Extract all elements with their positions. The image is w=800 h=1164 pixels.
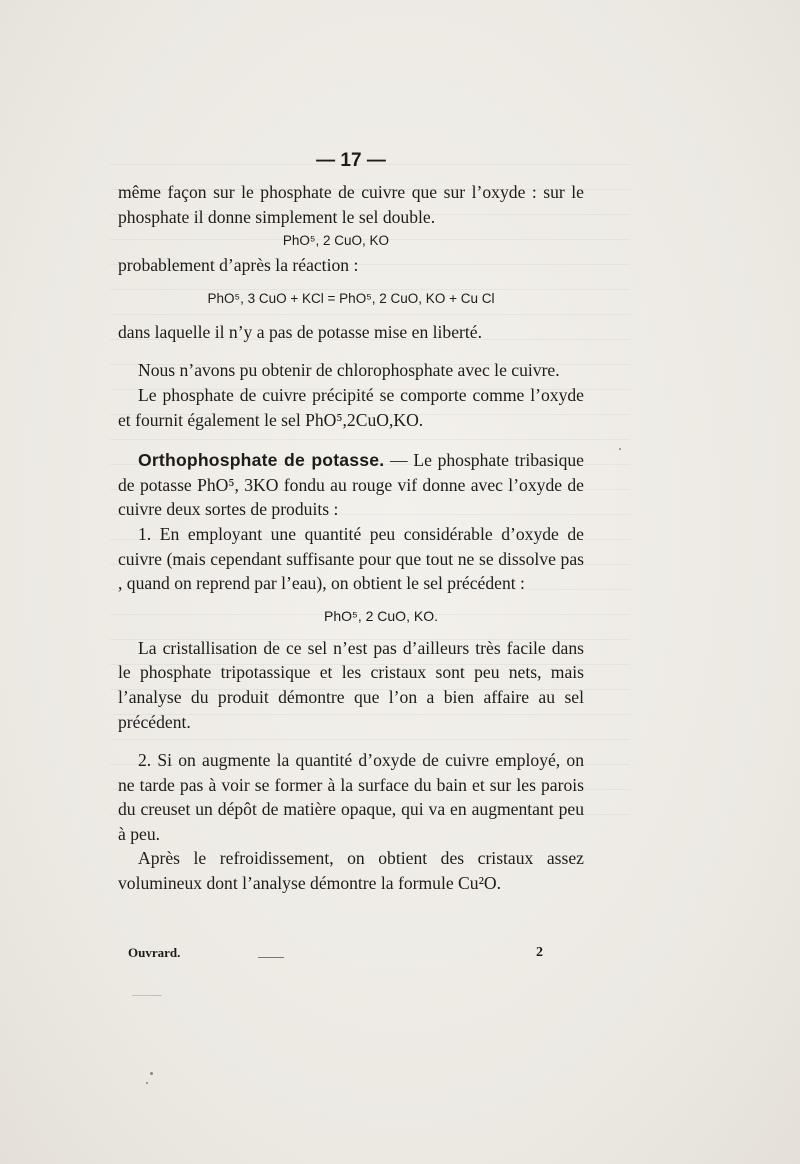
text-block: [118, 146, 584, 896]
paragraph-3: dans laquelle il n’y a pas de potasse mise en liberté.: [118, 321, 482, 342]
paragraph-orthophosphate: [118, 448, 584, 522]
formula-reaction: PhO⁵, 3 CuO + KCl = PhO⁵, 2 CuO, KO + Cu Cl: [207, 290, 495, 306]
formula-salt: PhO⁵, 2 CuO, KO.: [324, 607, 438, 624]
paragraph-2: probablement d’après la réaction :: [118, 255, 359, 276]
spacer: [118, 344, 584, 358]
paragraph-4: Nous n’avons pu obtenir de chlorophosphate avec le cuivre.: [138, 360, 560, 381]
spacer: [118, 734, 584, 748]
paragraph-1: même façon sur le phosphate de cuivre que sur l’oxyde : sur le phosphate il donne simplement le sel double.: [118, 182, 584, 227]
speck: [150, 1072, 153, 1075]
speck: [146, 1082, 148, 1084]
paragraph-10: Après le refroidissement, on obtient des cristaux assez volumineux dont l’analyse démontre la formule Cu²O.: [118, 848, 584, 894]
paragraph-6-text: — Le phosphate tribasique de potasse PhO⁵, 3KO fondu au rouge vif donne avec l’oxyde de cuivre deux sortes de produits :: [118, 450, 584, 520]
page-footer: [128, 945, 543, 965]
speck: [132, 995, 162, 996]
section-heading: Orthophosphate de potasse.: [138, 450, 385, 471]
sheet-number: 2: [536, 945, 543, 960]
paragraph-8: La cristallisation de ce sel n’est pas d’ailleurs très facile dans le phosphate tripotassique et les cristaux sont peu nets, mais l’analyse du produit démontre que l’on a bien affaire au sel précédent.: [118, 637, 584, 732]
page-number: — 17 —: [316, 150, 386, 171]
formula-double-salt: PhO⁵, 2 CuO, KO: [282, 233, 390, 249]
paragraph-9: 2. Si on augmente la quantité d’oxyde de cuivre employé, on ne tarde pas à voir se former à la surface du bain et sur les parois du creuset un dépôt de matière opaque, qui va en augmentant peu à peu.: [118, 750, 584, 844]
footer-rule: [258, 957, 284, 958]
spacer: [118, 432, 584, 448]
printer-signature: Ouvrard.: [128, 945, 181, 960]
speck: [619, 448, 621, 450]
paragraph-5: Le phosphate de cuivre précipité se comporte comme l’oxyde et fournit également le sel PhO⁵,2CuO,KO.: [118, 384, 584, 430]
paragraph-7: 1. En employant une quantité peu considérable d’oxyde de cuivre (mais cependant suffisante pour que tout ne se dissolve pas , quand on reprend par l’eau), on obtient le sel précédent :: [118, 523, 584, 594]
